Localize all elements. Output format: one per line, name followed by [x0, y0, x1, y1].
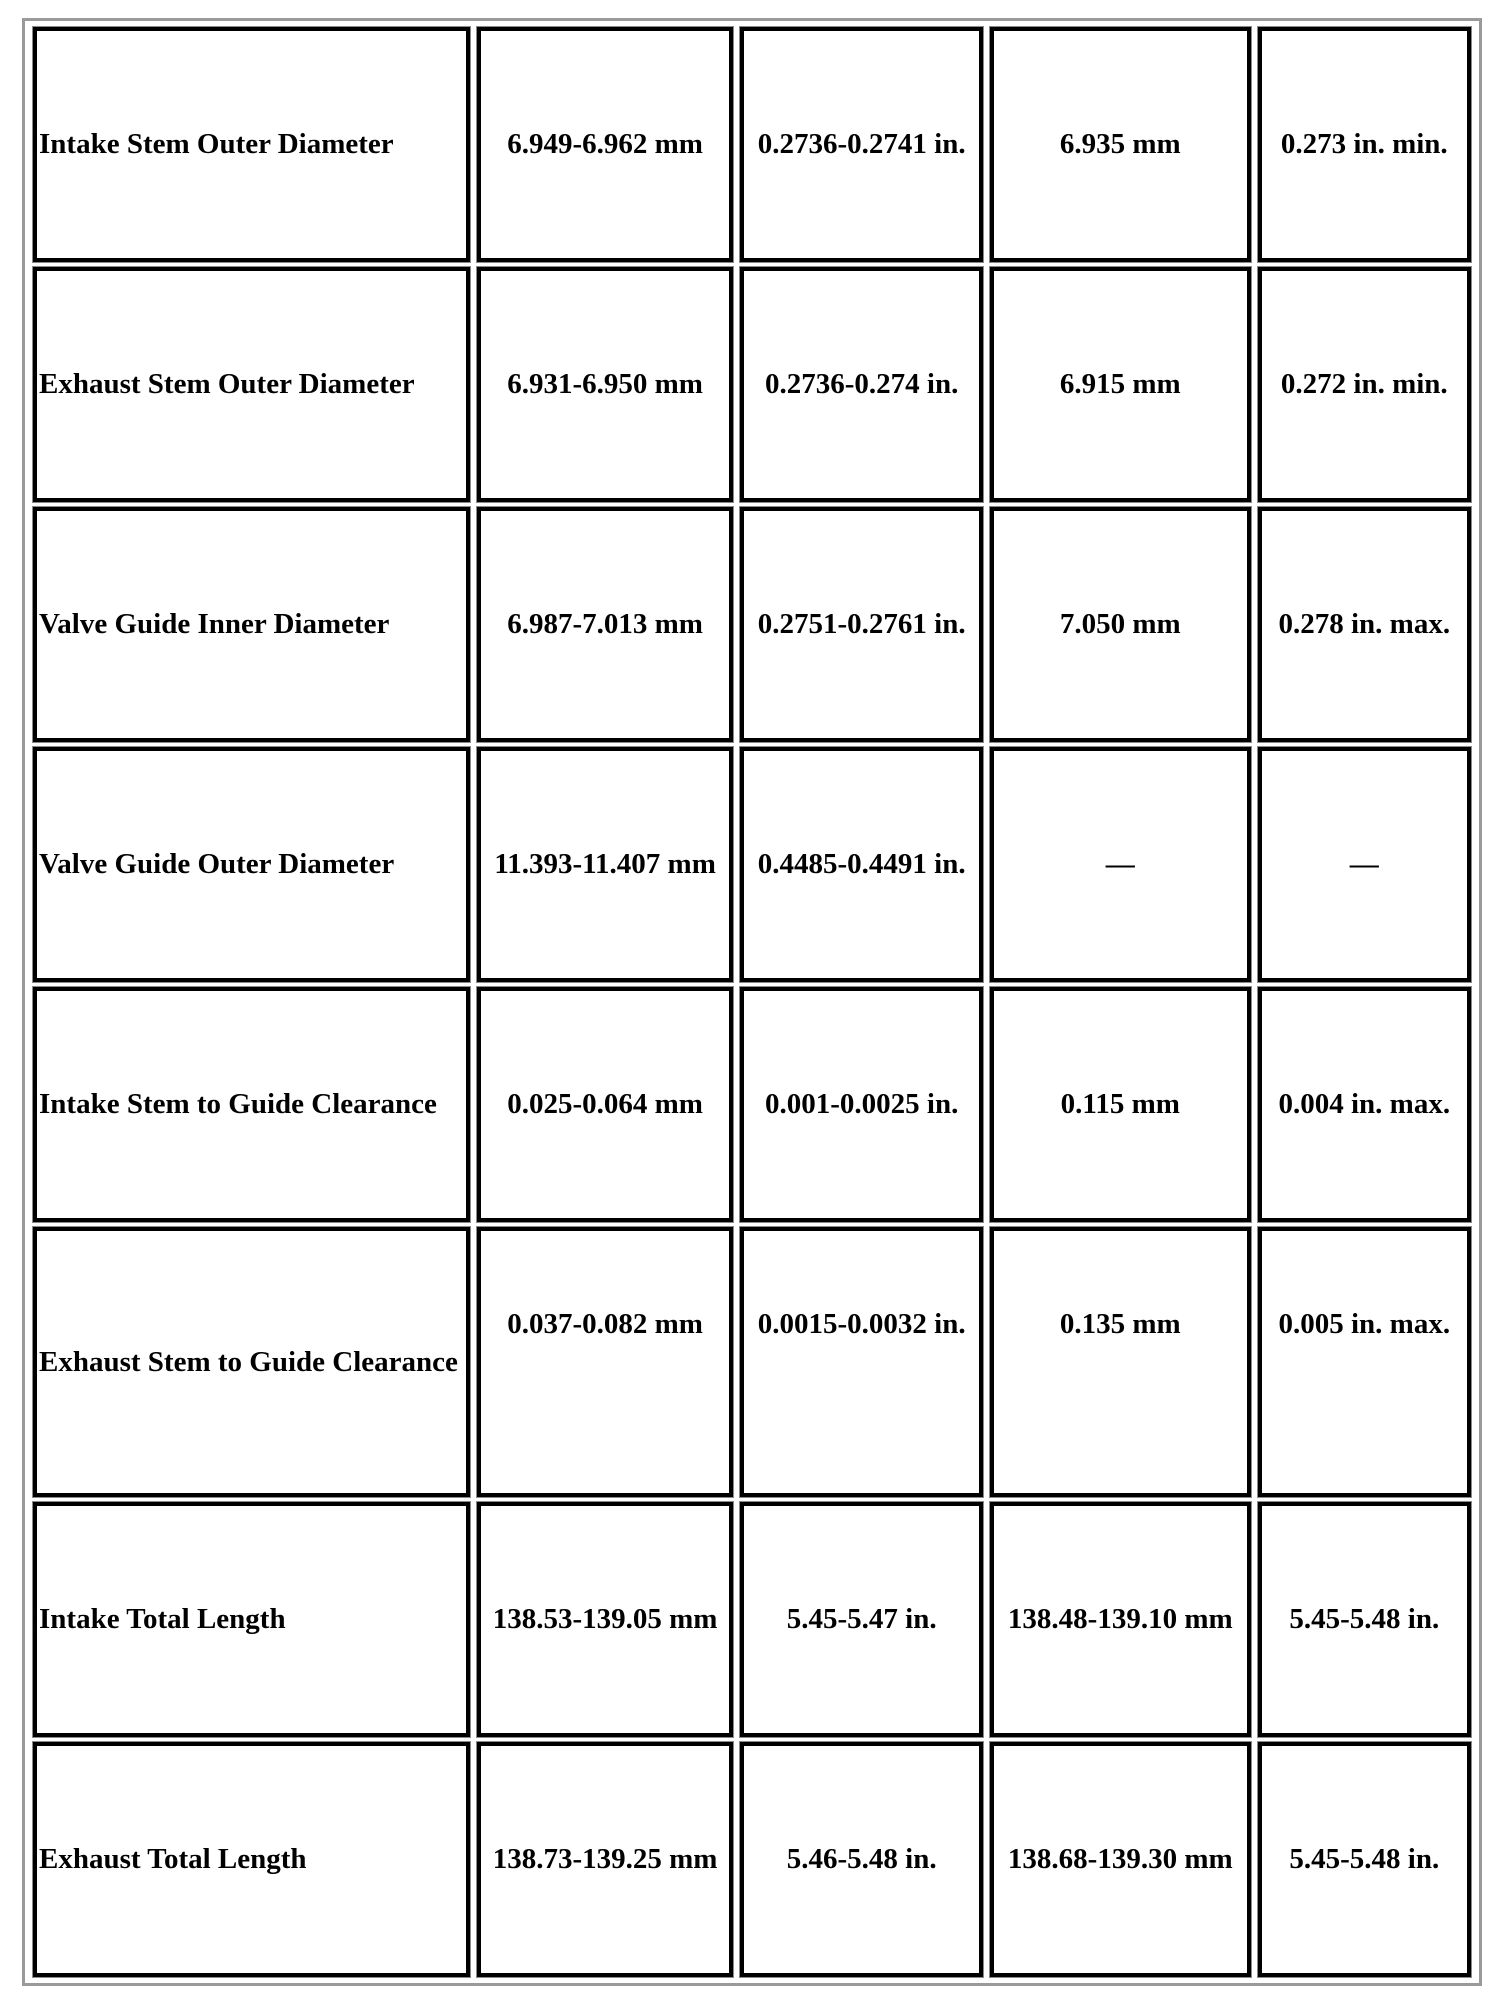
- limit-metric-cell: 6.935 mm: [990, 27, 1251, 262]
- table-row: [33, 507, 1471, 742]
- table-row: [33, 1502, 1471, 1737]
- metric-value-cell: 6.931-6.950 mm: [477, 267, 734, 502]
- metric-value-cell: [477, 1227, 734, 1497]
- table-row: [33, 747, 1471, 982]
- limit-imperial-cell: 0.272 in. min.: [1258, 267, 1471, 502]
- limit-imperial-cell: 5.45-5.48 in.: [1258, 1502, 1471, 1737]
- spec-label-cell: Exhaust Total Length: [33, 1742, 470, 1977]
- metric-value-cell: 0.025-0.064 mm: [477, 987, 734, 1222]
- limit-imperial-cell: 5.45-5.48 in.: [1258, 1742, 1471, 1977]
- table-row: [33, 987, 1471, 1222]
- limit-imperial-cell: [1258, 1227, 1471, 1497]
- limit-metric-cell: 138.48-139.10 mm: [990, 1502, 1251, 1737]
- imperial-value-cell: 0.2736-0.274 in.: [740, 267, 983, 502]
- limit-metric-text: 0.135 mm: [1059, 1307, 1181, 1340]
- limit-imperial-text: 0.005 in. max.: [1278, 1307, 1451, 1340]
- spec-label-cell: Intake Stem Outer Diameter: [33, 27, 470, 262]
- valve-specification-table: [26, 22, 1478, 1982]
- table-row: [33, 1227, 1471, 1497]
- imperial-value-cell: [740, 1227, 983, 1497]
- limit-metric-cell: [990, 1227, 1251, 1497]
- metric-value-text: 0.037-0.082 mm: [507, 1307, 703, 1340]
- imperial-value-cell: 0.4485-0.4491 in.: [740, 747, 983, 982]
- imperial-value-cell: 0.2736-0.2741 in.: [740, 27, 983, 262]
- spec-label-cell: Exhaust Stem to Guide Clearance: [33, 1227, 470, 1497]
- metric-value-cell: 138.53-139.05 mm: [477, 1502, 734, 1737]
- imperial-value-cell: 0.001-0.0025 in.: [740, 987, 983, 1222]
- metric-value-cell: 6.987-7.013 mm: [477, 507, 734, 742]
- limit-metric-cell: 0.115 mm: [990, 987, 1251, 1222]
- spec-label-cell: Exhaust Stem Outer Diameter: [33, 267, 470, 502]
- metric-value-cell: 6.949-6.962 mm: [477, 27, 734, 262]
- imperial-value-cell: 5.45-5.47 in.: [740, 1502, 983, 1737]
- imperial-value-text: 0.0015-0.0032 in.: [757, 1307, 966, 1340]
- imperial-value-cell: 5.46-5.48 in.: [740, 1742, 983, 1977]
- spec-label-cell: Intake Stem to Guide Clearance: [33, 987, 470, 1222]
- limit-imperial-cell: 0.278 in. max.: [1258, 507, 1471, 742]
- limit-metric-cell: 6.915 mm: [990, 267, 1251, 502]
- limit-metric-cell: 138.68-139.30 mm: [990, 1742, 1251, 1977]
- table-row: [33, 1742, 1471, 1977]
- limit-imperial-cell: 0.004 in. max.: [1258, 987, 1471, 1222]
- limit-imperial-cell: 0.273 in. min.: [1258, 27, 1471, 262]
- spec-label-cell: Intake Total Length: [33, 1502, 470, 1737]
- spec-label-cell: Valve Guide Inner Diameter: [33, 507, 470, 742]
- metric-value-cell: 138.73-139.25 mm: [477, 1742, 734, 1977]
- spec-label-cell: Valve Guide Outer Diameter: [33, 747, 470, 982]
- limit-imperial-cell: —: [1258, 747, 1471, 982]
- metric-value-cell: 11.393-11.407 mm: [477, 747, 734, 982]
- imperial-value-cell: 0.2751-0.2761 in.: [740, 507, 983, 742]
- spec-table-frame: [22, 18, 1482, 1986]
- table-row: [33, 27, 1471, 262]
- limit-metric-cell: —: [990, 747, 1251, 982]
- table-row: [33, 267, 1471, 502]
- limit-metric-cell: 7.050 mm: [990, 507, 1251, 742]
